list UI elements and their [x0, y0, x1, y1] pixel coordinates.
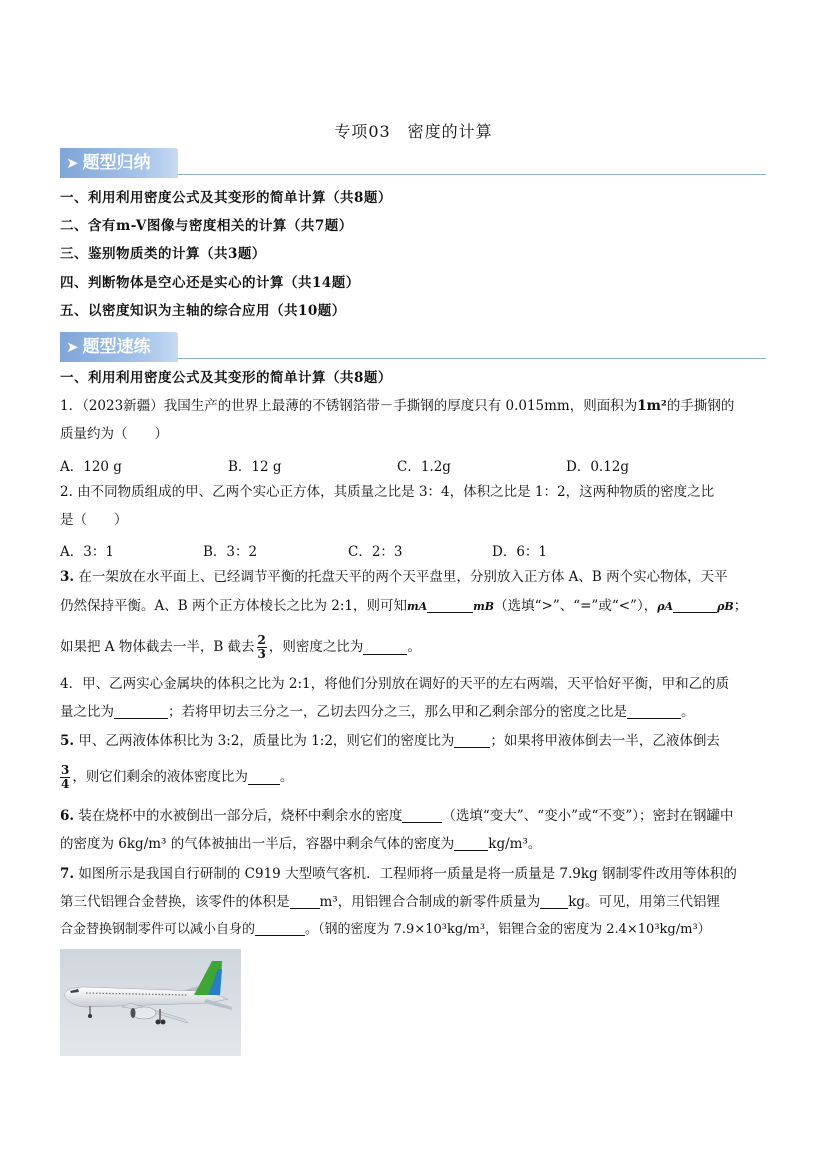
toc-item-3: 三、鉴别物质类的计算（共3题） — [60, 246, 266, 262]
answer-blank[interactable] — [540, 894, 568, 909]
density-b-symbol: ρB — [717, 600, 734, 613]
fraction: $\frac{3}{4}$ — [61, 763, 70, 791]
toc-item-1: 一、利用利用密度公式及其变形的简单计算（共8题） — [60, 190, 392, 206]
question-6-line-1: 6. 装在烧杯中的水被倒出一部分后，烧杯中剩余水的密度 （选填“变大”、“变小”或“不变”）；密封在钢罐中 — [60, 808, 734, 824]
question-1-line-1: 1．（2023新疆）我国生产的世界上最薄的不锈钢箔带－手撕钢的厚度只有 0.015mm，则面积为1m²的手撕钢的 — [60, 398, 735, 414]
question-3-line-3: 如果把 A 物体截去一半，B 截去 $\frac{2}{3}$ ，则密度之比为 。 — [60, 633, 421, 661]
question-4-line-1: 4．甲、乙两实心金属块的体积之比为 2:1，将他们分别放在调好的天平的左右两端，天平恰好平衡，甲和乙的质 — [60, 676, 730, 692]
q1-option-d: D．0.12g — [566, 459, 630, 475]
question-7-line-3: 合金替换钢制零件可以减小自身的 。（钢的密度为 7.9×10³kg/m³，铝锂合金的密度为 2.4×10³kg/m³） — [60, 922, 711, 937]
mass-a-symbol: mA — [406, 600, 428, 613]
question-6-line-2: 的密度为 6kg/m³ 的气体被抽出一半后，容器中剩余气体的密度为 kg/m³。 — [60, 836, 542, 852]
density-a-symbol: ρA — [657, 600, 674, 613]
mass-b-symbol: mB — [473, 600, 495, 613]
banner-rule — [178, 358, 766, 359]
arrow-right-icon: ➤ — [66, 338, 79, 356]
answer-blank[interactable] — [363, 640, 407, 655]
area-unit: 1m² — [637, 398, 667, 414]
banner-rule — [178, 174, 766, 175]
answer-blank[interactable] — [290, 894, 320, 909]
question-7-line-2: 第三代铝锂合金替换，该零件的体积是 m³，用铝锂合合制成的新零件质量为 kg。可见，用第三代铝锂 — [60, 894, 721, 910]
answer-blank[interactable] — [248, 770, 280, 785]
section-banner-practice — [60, 332, 766, 362]
toc-item-2: 二、含有m-V图像与密度相关的计算（共7题） — [60, 218, 353, 234]
question-7-line-1: 7. 如图所示是我国自行研制的 C919 大型喷气客机．工程师将一质量是将一质量是 7.9kg 钢制零件改用等体积的 — [60, 866, 737, 882]
answer-blank[interactable] — [627, 704, 681, 719]
question-3-line-1: 3. 在一架放在水平面上、已经调节平衡的托盘天平的两个天平盘里，分别放入正方体 A、B 两个实心物体，天平 — [60, 569, 728, 585]
c919-aircraft-photo — [60, 949, 241, 1056]
answer-blank[interactable] — [454, 836, 488, 851]
q1-option-a: A．120 g — [60, 459, 122, 475]
section-banner-summary — [60, 148, 766, 178]
answer-blank[interactable] — [673, 598, 717, 613]
q1-option-b: B．12 g — [228, 459, 282, 475]
question-2-line-1: 2. 由不同物质组成的甲、乙两个实心正方体，其质量之比是 3：4，体积之比是 1：2，这两种物质的密度之比 — [60, 484, 715, 500]
page-title: 专项03 密度的计算 — [334, 122, 493, 141]
arrow-right-icon: ➤ — [66, 154, 79, 172]
question-5-line-1: 5. 甲、乙两液体体积比为 3:2，质量比为 1:2，则它们的密度比为 ；如果将甲液体倒去一半，乙液体倒去 — [60, 733, 720, 749]
question-1-line-2: 质量约为（ ） — [60, 426, 168, 442]
answer-blank[interactable] — [427, 598, 473, 613]
toc-item-5: 五、以密度知识为主轴的综合应用（共10题） — [60, 303, 346, 319]
banner-label: 题型速练 — [82, 337, 151, 357]
toc-item-4: 四、判断物体是空心还是实心的计算（共14题） — [60, 275, 360, 291]
q2-option-b: B．3：2 — [203, 544, 258, 560]
q2-option-a: A．3：1 — [60, 544, 114, 560]
answer-blank[interactable] — [255, 921, 305, 936]
question-2-line-2: 是（ ） — [60, 512, 128, 528]
banner-label: 题型归纳 — [82, 153, 151, 173]
answer-blank[interactable] — [114, 704, 168, 719]
question-5-line-2: $\frac{3}{4}$ ，则它们剩余的液体密度比为 。 — [61, 763, 294, 791]
fraction: $\frac{2}{3}$ — [257, 633, 266, 661]
q1-option-c: C．1.2g — [397, 459, 451, 475]
section-heading: 一、利用利用密度公式及其变形的简单计算（共8题） — [60, 370, 392, 386]
q2-option-c: C．2：3 — [348, 544, 403, 560]
answer-blank[interactable] — [454, 733, 490, 748]
question-3-line-2: 仍然保持平衡。A、B 两个正方体棱长之比为 2:1，则可知mA mB（选填“>”、“=”或“<”），ρA ρB； — [60, 598, 748, 614]
q2-option-d: D．6：1 — [492, 544, 548, 560]
question-4-line-2: 量之比为 ；若将甲切去三分之一，乙切去四分之三，那么甲和乙剩余部分的密度之比是 。 — [60, 704, 695, 720]
answer-blank[interactable] — [402, 808, 442, 823]
